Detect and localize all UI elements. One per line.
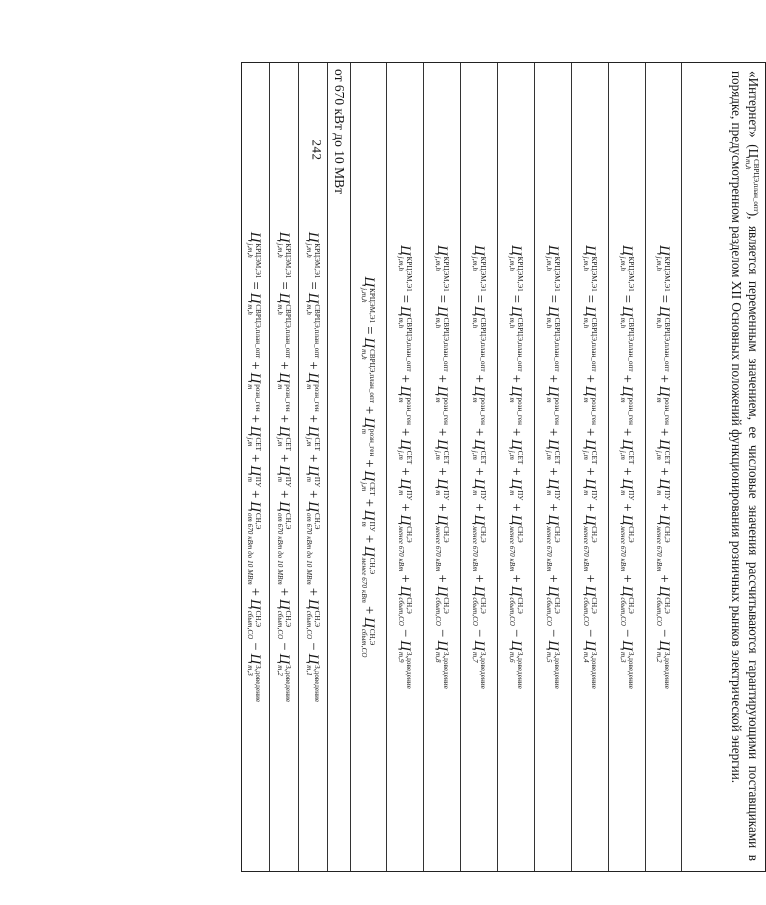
formula-row xyxy=(460,63,497,871)
formula-row xyxy=(423,63,460,871)
formula: Ц КРЦЭМ,Э1 j,m,h =Ц СВРЦЭ,план_опт m,h +Ц розн_ген m +Ц СЕТ j,m +Ц ПУ m +Ц СН,Э от 670 кВт до 10 МВт +Ц СН,Э сбыт,СО −Ц З,доведение m,2 xyxy=(275,231,293,703)
intro-paragraph: «Интернет» (Ц СВРЦЭ,план_опт m,h ), является переменным значением, ее числовые значения рассчитываются гарантирующими поставщиками в порядке, предусмотренном разделом XII Основных положений функционирования розничных рынков электрической энергии. xyxy=(729,71,761,861)
formula-row xyxy=(608,63,645,871)
formula: Ц КРЦЭМ,Э1 j,m,h =Ц СВРЦЭ,план_опт m,h +Ц розн_ген m +Ц СЕТ j,m +Ц ПУ m +Ц СН,Э менее 670 кВт +Ц СН,Э сбыт,СО −Ц З,доведение m,2 xyxy=(655,245,672,689)
formula: Ц КРЦЭМ,Э1 j,m,h =Ц СВРЦЭ,план_опт m,h +Ц розн_ген m +Ц СЕТ j,m +Ц ПУ m +Ц СН,Э от 670 кВт до 10 МВт +Ц СН,Э сбыт,СО −Ц З,доведение m,3 xyxy=(246,231,263,703)
formula-row xyxy=(386,63,423,871)
formula: Ц КРЦЭМ,Э1 j,m,h =Ц СВРЦЭ,план_опт m,h +Ц розн_ген m +Ц СЕТ j,m +Ц ПУ m +Ц СН,Э менее 670 кВт +Ц СН,Э сбыт,СО −Ц З,доведение m,9 xyxy=(396,245,414,689)
formula-row xyxy=(645,63,681,871)
formula-row xyxy=(497,63,534,871)
formula: Ц КРЦЭМ,Э1 j,m,h =Ц СВРЦЭ,план_опт m,h +Ц розн_ген m +Ц СЕТ j,m +Ц ПУ m +Ц СН,Э менее 670 кВт +Ц СН,Э сбыт,СО −Ц З,доведение m,7 xyxy=(470,245,488,689)
intro-row xyxy=(681,63,765,871)
formula-table xyxy=(241,62,766,872)
formula-row xyxy=(269,63,298,871)
formula: Ц КРЦЭМ,Э1 j,m,h =Ц СВРЦЭ,план_опт m,h +Ц розн_ген m +Ц СЕТ j,m +Ц ПУ m +Ц СН,Э менее 670 кВт +Ц СН,Э сбыт,СО −Ц З,доведение m,5 xyxy=(544,245,562,689)
formula-row xyxy=(534,63,571,871)
section-label-row xyxy=(327,63,350,871)
formula-row xyxy=(350,63,386,871)
section-label: от 670 кВт до 10 МВт xyxy=(332,69,347,195)
formula: Ц КРЦЭМ,Э1 j,m,h =Ц СВРЦЭ,план_опт m,h +Ц розн_ген m +Ц СЕТ j,m +Ц ПУ m +Ц СН,Э менее 670 кВт +Ц СН,Э сбыт,СО −Ц З,доведение m,6 xyxy=(507,245,525,689)
formula: Ц КРЦЭМ,Э1 j,m,h =Ц СВРЦЭ,план_опт m,h +Ц розн_ген m +Ц СЕТ j,m +Ц ПУ m +Ц СН,Э менее 670 кВт +Ц СН,Э сбыт,СО −Ц З,доведение m,3 xyxy=(618,245,636,689)
formula: Ц КРЦЭМ,Э1 j,m,h =Ц СВРЦЭ,план_опт m,h +Ц розн_ген m +Ц СЕТ j,m +Ц ПУ m +Ц СН,Э менее 670 кВт +Ц СН,Э сбыт,СО −Ц З,доведение m,8 xyxy=(433,245,451,689)
formula-row xyxy=(240,63,269,871)
formula: Ц КРЦЭМ,Э1 j,m,h =Ц СВРЦЭ,план_опт m,h +Ц розн_ген m +Ц СЕТ j,m +Ц ПУ m +Ц СН,Э менее 670 кВт +Ц СН,Э сбыт,СО xyxy=(360,276,377,658)
formula-row xyxy=(298,63,327,871)
formula-row xyxy=(571,63,608,871)
formula: Ц КРЦЭМ,Э1 j,m,h =Ц СВРЦЭ,план_опт m,h +Ц розн_ген m +Ц СЕТ j,m +Ц ПУ m +Ц СН,Э от 670 кВт до 10 МВт +Ц СН,Э сбыт,СО −Ц З,доведение m,1 xyxy=(304,231,322,703)
page-number: 242 xyxy=(309,139,325,161)
formula: Ц КРЦЭМ,Э1 j,m,h =Ц СВРЦЭ,план_опт m,h +Ц розн_ген m +Ц СЕТ j,m +Ц ПУ m +Ц СН,Э менее 670 кВт +Ц СН,Э сбыт,СО −Ц З,доведение m,4 xyxy=(581,245,599,689)
